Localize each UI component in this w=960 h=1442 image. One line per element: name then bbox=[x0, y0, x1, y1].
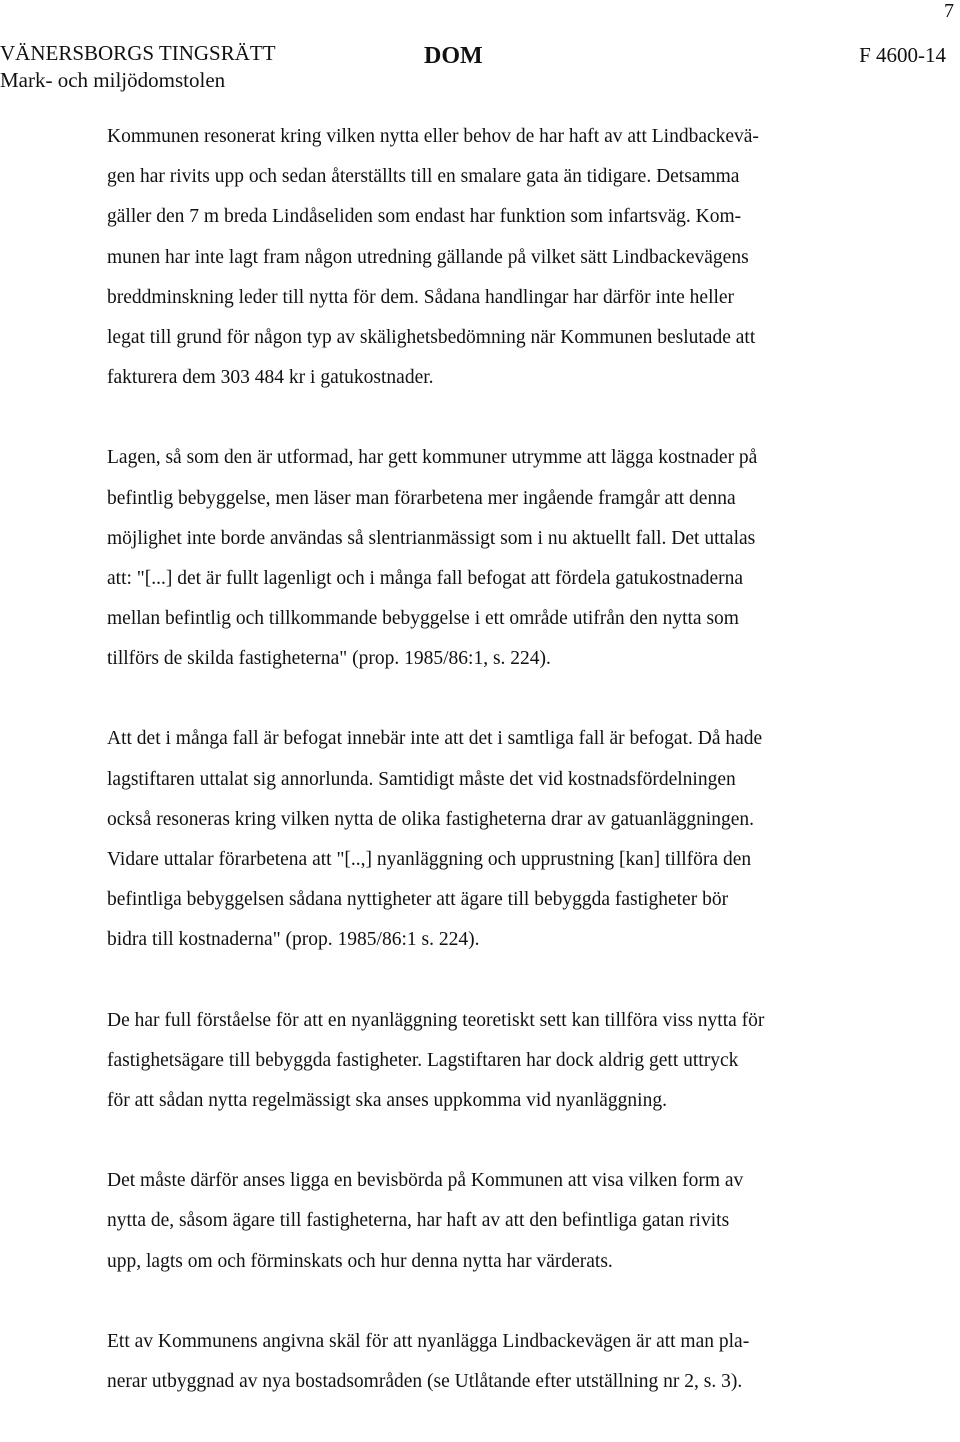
paragraph-5 bbox=[107, 1161, 907, 1282]
paragraph-1 bbox=[107, 117, 907, 398]
paragraph-3 bbox=[107, 719, 907, 960]
text-line: De har full förståelse för att en nyanläggning teoretiskt sett kan tillföra viss nytta för bbox=[107, 1009, 765, 1031]
text-line: befintlig bebyggelse, men läser man förarbetena mer ingående framgår att denna bbox=[107, 487, 736, 509]
text-line: Kommunen resonerat kring vilken nytta eller behov de har haft av att Lindbackevä- bbox=[107, 126, 759, 147]
text-line: Att det i många fall är befogat innebär inte att det i samtliga fall är befogat. Då hade bbox=[107, 728, 763, 750]
text-line: breddminskning leder till nytta för dem. Sådana handlingar har därför inte heller bbox=[107, 286, 735, 308]
text-line: möjlighet inte borde användas så slentrianmässigt som i nu aktuellt fall. Det uttalas bbox=[107, 527, 756, 549]
paragraph-6 bbox=[107, 1322, 907, 1402]
text-line: fakturera dem 303 484 kr i gatukostnader. bbox=[107, 367, 434, 389]
text-line: befintliga bebyggelsen sådana nyttigheter att ägare till bebyggda fastigheter bör bbox=[107, 889, 729, 911]
court-division: Mark- och miljödomstolen bbox=[0, 68, 226, 92]
text-line: mellan befintlig och tillkommande bebyggelse i ett område utifrån den nytta som bbox=[107, 608, 739, 630]
text-line: också resoneras kring vilken nytta de olika fastigheterna drar av gatuanläggningen. bbox=[107, 808, 755, 830]
text-line: Ett av Kommunens angivna skäl för att nyanlägga Lindbackevägen är att man pla- bbox=[107, 1330, 750, 1352]
text-line: bidra till kostnaderna" (prop. 1985/86:1 s. 224). bbox=[107, 929, 480, 951]
text-line: Vidare uttalar förarbetena att "[..,] nyanläggning och upprustning [kan] tillföra den bbox=[107, 849, 752, 870]
text-line: Lagen, så som den är utformad, har gett kommuner utrymme att lägga kostnader på bbox=[107, 447, 758, 469]
text-line: tillförs de skilda fastigheterna" (prop. 1985/86:1, s. 224). bbox=[107, 648, 551, 670]
text-line: nerar utbyggnad av nya bostadsområden (se Utlåtande efter utställning nr 2, s. 3). bbox=[107, 1370, 743, 1392]
text-line: lagstiftaren uttalat sig annorlunda. Samtidigt måste det vid kostnadsfördelningen bbox=[107, 768, 736, 790]
text-line: att: "[...] det är fullt lagenligt och i många fall befogat att fördela gatukostnaderna bbox=[107, 567, 744, 589]
paragraph-2 bbox=[107, 438, 907, 679]
text-line: munen har inte lagt fram någon utredning gällande på vilket sätt Lindbackevägens bbox=[107, 246, 749, 268]
text-line: upp, lagts om och förminskats och hur denna nytta har värderats. bbox=[107, 1250, 613, 1272]
paragraph-4 bbox=[107, 1001, 907, 1122]
text-line: legat till grund för någon typ av skälighetsbedömning när Kommunen beslutade att bbox=[107, 326, 756, 348]
court-name: VÄNERSBORGS TINGSRÄTT bbox=[0, 41, 276, 65]
header-court-block bbox=[0, 40, 276, 94]
text-line: fastighetsägare till bebyggda fastigheter. Lagstiftaren har dock aldrig gett uttryck bbox=[107, 1049, 739, 1071]
text-line: Det måste därför anses ligga en bevisbörda på Kommunen att visa vilken form av bbox=[107, 1170, 744, 1192]
text-line: gäller den 7 m breda Lindåseliden som endast har funktion som infartsväg. Kom- bbox=[107, 206, 742, 228]
page-number: 7 bbox=[944, 0, 954, 22]
text-line: nytta de, såsom ägare till fastigheterna, har haft av att den befintliga gatan rivits bbox=[107, 1210, 730, 1232]
case-number: F 4600-14 bbox=[859, 43, 946, 67]
document-type: DOM bbox=[424, 43, 483, 69]
text-line: gen har rivits upp och sedan återställts till en smalare gata än tidigare. Detsamma bbox=[107, 166, 740, 188]
document-body bbox=[107, 117, 907, 1442]
text-line: för att sådan nytta regelmässigt ska anses uppkomma vid nyanläggning. bbox=[107, 1089, 667, 1111]
